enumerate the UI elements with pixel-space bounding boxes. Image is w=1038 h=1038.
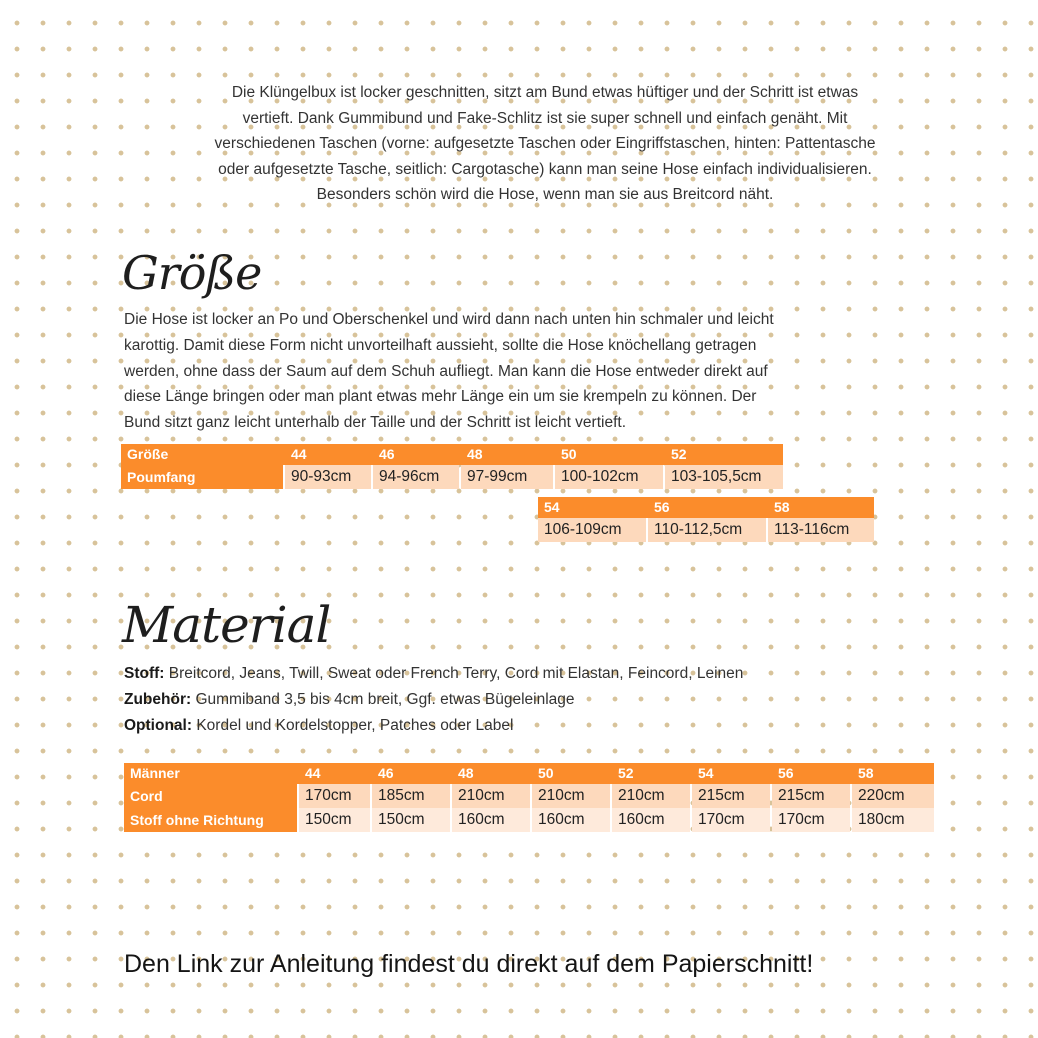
size-line: karottig. Damit diese Form nicht unvorteilhaft aussieht, sollte die Hose knöchellang getragen	[124, 336, 757, 354]
material-value-cell: 150cm	[299, 808, 370, 832]
intro-line: Die Klüngelbux ist locker geschnitten, sitzt am Bund etwas hüftiger und der Schritt ist etwas	[231, 84, 859, 101]
material-header-cell: 56	[772, 763, 852, 784]
size-header-cell: 52	[665, 444, 783, 465]
size-table-extended	[538, 497, 874, 542]
material-value-cell: 180cm	[852, 808, 934, 832]
material-header-cell: 50	[532, 763, 612, 784]
size-value-cell: 113-116cm	[768, 518, 874, 542]
material-table-row	[124, 808, 934, 832]
material-header-cell: 58	[852, 763, 934, 784]
size-table-row	[538, 518, 874, 542]
size-heading: Größe	[122, 246, 262, 300]
material-header-cell: 46	[372, 763, 452, 784]
size-value-cell: 97-99cm	[461, 465, 553, 489]
size-header-cell: 56	[648, 497, 768, 518]
size-table-header	[538, 497, 874, 518]
intro-line: Besonders schön wird die Hose, wenn man sie aus Breitcord näht.	[316, 186, 774, 203]
material-value-cell: 215cm	[692, 784, 770, 808]
material-value-cell: 160cm	[612, 808, 690, 832]
size-value-cell: 106-109cm	[538, 518, 646, 542]
material-value-cell: 220cm	[852, 784, 934, 808]
material-item-text: Gummiband 3,5 bis 4cm breit, Ggf. etwas Bügeleinlage	[191, 690, 575, 708]
material-table-row	[124, 784, 934, 808]
intro-line: oder aufgesetzte Tasche, seitlich: Cargotasche) kann man seine Hose einfach individualisieren.	[218, 160, 872, 178]
size-table-header	[121, 444, 783, 465]
size-header-cell: 44	[285, 444, 373, 465]
size-table	[121, 444, 783, 489]
size-value-cell: 103-105,5cm	[665, 465, 783, 489]
material-item-text: Breitcord, Jeans, Twill, Sweat oder French Terry, Cord mit Elastan, Feincord, Leinen	[164, 665, 744, 682]
material-header-cell: 54	[692, 763, 772, 784]
material-item	[124, 687, 924, 713]
size-header-cell: 58	[768, 497, 874, 518]
material-table-header	[124, 763, 934, 784]
material-item-label: Optional:	[124, 716, 193, 734]
material-item	[124, 713, 924, 739]
material-header-label: Männer	[124, 763, 299, 784]
size-header-cell: 48	[461, 444, 555, 465]
size-value-cell: 90-93cm	[285, 465, 371, 489]
material-row-label: Cord	[124, 784, 297, 808]
size-header-cell: 54	[538, 497, 648, 518]
size-line: Bund sitzt ganz leicht unterhalb der Taille und der Schritt ist leicht vertieft.	[124, 414, 627, 432]
material-item-label: Stoff:	[124, 665, 165, 682]
material-item-text: Kordel und Kordelstopper, Patches oder Label	[192, 716, 514, 734]
material-value-cell: 160cm	[532, 808, 610, 832]
size-value-cell: 100-102cm	[555, 465, 663, 489]
poumfang-label: Poumfang	[121, 465, 283, 489]
material-value-cell: 215cm	[772, 784, 850, 808]
size-line: diese Länge bringen oder man plant etwas mehr Länge ein um sie krempeln zu können. Der	[124, 388, 757, 406]
material-heading: Material	[122, 596, 331, 654]
material-value-cell: 210cm	[612, 784, 690, 808]
material-header-cell: 48	[452, 763, 532, 784]
material-row-label: Stoff ohne Richtung	[124, 808, 297, 832]
size-header-label: Größe	[121, 444, 285, 465]
material-value-cell: 185cm	[372, 784, 450, 808]
material-value-cell: 170cm	[772, 808, 850, 832]
material-header-cell: 44	[299, 763, 372, 784]
size-table-row	[121, 465, 783, 489]
material-list	[124, 661, 924, 738]
size-value-cell: 94-96cm	[373, 465, 459, 489]
material-value-cell: 150cm	[372, 808, 450, 832]
material-item	[124, 661, 924, 687]
material-value-cell: 160cm	[452, 808, 530, 832]
material-value-cell: 210cm	[532, 784, 610, 808]
material-value-cell: 210cm	[452, 784, 530, 808]
material-value-cell: 170cm	[299, 784, 370, 808]
material-value-cell: 170cm	[692, 808, 770, 832]
footer-note: Den Link zur Anleitung findest du direkt auf dem Papierschnitt!	[124, 950, 814, 978]
size-line: Die Hose ist locker an Po und Oberschenkel und wird dann nach unten hin schmaler und leicht	[124, 311, 774, 328]
intro-paragraph	[150, 80, 940, 208]
size-line: werden, ohne dass der Saum auf dem Schuh aufliegt. Man kann die Hose entweder direkt auf	[124, 362, 768, 380]
material-table	[124, 763, 934, 832]
size-value-cell: 110-112,5cm	[648, 518, 766, 542]
intro-line: vertieft. Dank Gummibund und Fake-Schlitz ist sie super schnell und einfach genäht. Mit	[242, 109, 848, 127]
size-header-cell: 46	[373, 444, 461, 465]
size-header-cell: 50	[555, 444, 665, 465]
material-item-label: Zubehör:	[124, 690, 192, 708]
material-header-cell: 52	[612, 763, 692, 784]
size-description	[124, 307, 894, 436]
intro-line: verschiedenen Taschen (vorne: aufgesetzte Taschen oder Eingriffstaschen, hinten: Pattentasche	[214, 135, 876, 152]
